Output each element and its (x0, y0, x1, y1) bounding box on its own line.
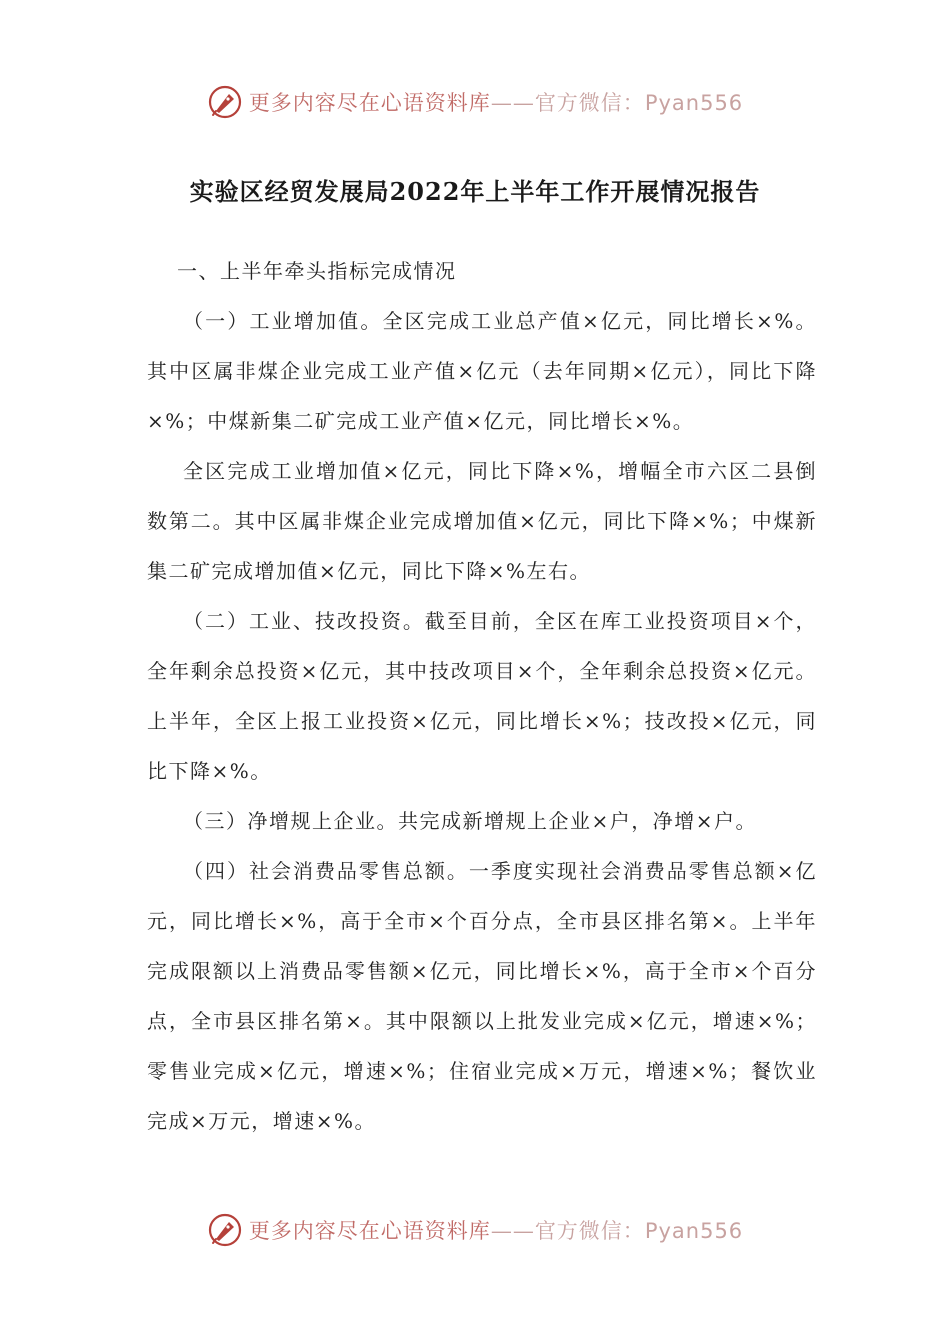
watermark-text (249, 1215, 743, 1245)
watermark-wechat-id: Pyan556 (644, 1219, 744, 1243)
paragraph-new-enterprises: （三）净增规上企业。共完成新增规上企业×户，净增×户。 (183, 809, 758, 833)
paragraph-industrial-added-value: 全区完成工业增加值×亿元，同比下降×%，增幅全市六区二县倒数第二。其中区属非煤企业完成增加值×亿元，同比下降×%；中煤新集二矿完成增加值×亿元，同比下降×%左右。 (147, 459, 817, 583)
document-body (147, 246, 817, 1146)
paragraph-industrial-value: （一）工业增加值。全区完成工业总产值×亿元，同比增长×%。其中区属非煤企业完成工业产值×亿元（去年同期×亿元），同比下降×%；中煤新集二矿完成工业产值×亿元，同比增长×%。 (147, 309, 817, 433)
watermark-official-label: 官方微信： (534, 91, 645, 115)
watermark-banner-bottom (0, 1210, 950, 1250)
paragraph-retail-sales: （四）社会消费品零售总额。一季度实现社会消费品零售总额×亿元，同比增长×%，高于全市×个百分点，全市县区排名第×。上半年完成限额以上消费品零售额×亿元，同比增长×%，高于全市×个百分点，全市县区排名第×。其中限额以上批发业完成×亿元，增速×%；零售业完成×亿元，增速×%；住宿业完成×万元，增速×%；餐饮业完成×万元，增速×%。 (147, 859, 817, 1133)
watermark-dash: —— (490, 1219, 535, 1243)
pen-nib-logo-icon (207, 84, 243, 120)
section-heading: 一、上半年牵头指标完成情况 (177, 259, 457, 283)
watermark-site-name: 更多内容尽在心语资料库 (248, 1219, 491, 1243)
document-title: 实验区经贸发展局2022年上半年工作开展情况报告 (189, 177, 761, 206)
watermark-official-label: 官方微信： (534, 1219, 645, 1243)
watermark-banner-top (0, 82, 950, 122)
paragraph-investment: （二）工业、技改投资。截至目前，全区在库工业投资项目×个，全年剩余总投资×亿元，其中技改项目×个，全年剩余总投资×亿元。上半年，全区上报工业投资×亿元，同比增长×%；技改投×亿元，同比下降×%。 (147, 609, 817, 783)
watermark-wechat-id: Pyan556 (644, 91, 744, 115)
watermark-text (249, 87, 743, 117)
pen-nib-logo-icon (207, 1212, 243, 1248)
watermark-dash: —— (490, 91, 535, 115)
watermark-site-name: 更多内容尽在心语资料库 (248, 91, 491, 115)
